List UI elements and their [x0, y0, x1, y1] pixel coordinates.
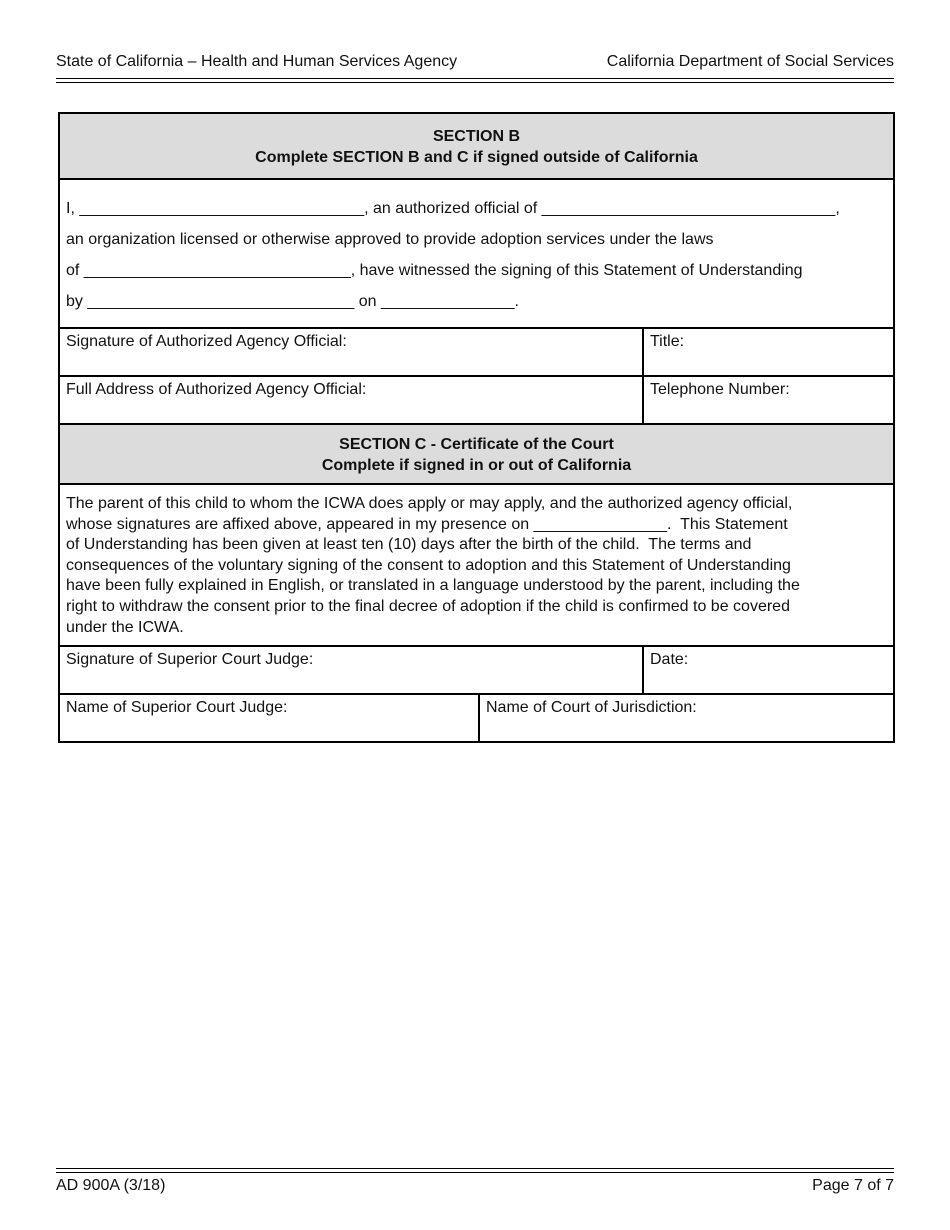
paragraph-line: whose signatures are affixed above, appeared in my presence on _______________. This Statement [66, 515, 788, 533]
agency-telephone-label: Telephone Number: [650, 381, 790, 398]
paragraph-line: consequences of the voluntary signing of the consent to adoption and this Statement of Understanding [66, 556, 791, 574]
agency-signature-label: Signature of Authorized Agency Official: [66, 333, 347, 350]
section-c-subtitle: Complete if signed in or out of California [321, 457, 632, 474]
agency-address-label: Full Address of Authorized Agency Official: [66, 381, 367, 398]
agency-address-row [60, 377, 893, 425]
statement-line: an organization licensed or otherwise approved to provide adoption services under the laws [66, 231, 714, 248]
section-c-paragraph [60, 485, 893, 647]
judge-signature-row [60, 647, 893, 695]
paragraph-line: of Understanding has been given at least ten (10) days after the birth of the child. The terms and [66, 536, 752, 554]
page-number: Page 7 of 7 [812, 1177, 894, 1194]
department-name: California Department of Social Services [606, 53, 894, 70]
section-b-statement [60, 180, 893, 329]
agency-title-label: Title: [650, 333, 685, 350]
judge-date-field[interactable] [642, 647, 893, 693]
agency-name: State of California – Health and Human Services Agency [56, 53, 458, 70]
section-c-title: SECTION C - Certificate of the Court [339, 436, 614, 453]
page-footer [56, 1176, 894, 1196]
page-header [56, 52, 894, 72]
judge-name-row [60, 695, 893, 741]
form-id: AD 900A (3/18) [56, 1177, 166, 1194]
section-b-subtitle: Complete SECTION B and C if signed outside of California [255, 149, 698, 166]
header-rule-top [56, 78, 894, 79]
judge-name-field[interactable] [60, 695, 478, 741]
statement-line: by ______________________________ on _______________. [66, 293, 519, 310]
paragraph-line: have been fully explained in English, or translated in a language understood by the parent, including the [66, 577, 800, 595]
paragraph-line: The parent of this child to whom the ICWA does apply or may apply, and the authorized agency official, [66, 495, 793, 512]
footer-rule-top [56, 1168, 894, 1169]
form-table [58, 112, 895, 743]
section-b-header [60, 114, 893, 180]
footer-rule-bottom [56, 1172, 894, 1173]
agency-signature-row [60, 329, 893, 377]
statement-line: of ______________________________, have witnessed the signing of this Statement of Understanding [66, 262, 803, 279]
header-rule-bottom [56, 82, 894, 83]
court-name-field[interactable] [478, 695, 893, 741]
agency-signature-field[interactable] [60, 329, 642, 375]
judge-signature-label: Signature of Superior Court Judge: [66, 651, 314, 668]
agency-address-field[interactable] [60, 377, 642, 423]
court-name-label: Name of Court of Jurisdiction: [486, 699, 697, 716]
judge-date-label: Date: [650, 651, 689, 668]
agency-title-field[interactable] [642, 329, 893, 375]
section-b-title: SECTION B [432, 128, 521, 145]
paragraph-line: right to withdraw the consent prior to the final decree of adoption if the child is confirmed to be covered [66, 597, 790, 615]
judge-signature-field[interactable] [60, 647, 642, 693]
paragraph-line: under the ICWA. [66, 618, 184, 636]
agency-telephone-field[interactable] [642, 377, 893, 423]
section-c-header [60, 425, 893, 485]
statement-line: I, ________________________________, an authorized official of _________________________________, [66, 200, 840, 217]
judge-name-label: Name of Superior Court Judge: [66, 699, 288, 716]
